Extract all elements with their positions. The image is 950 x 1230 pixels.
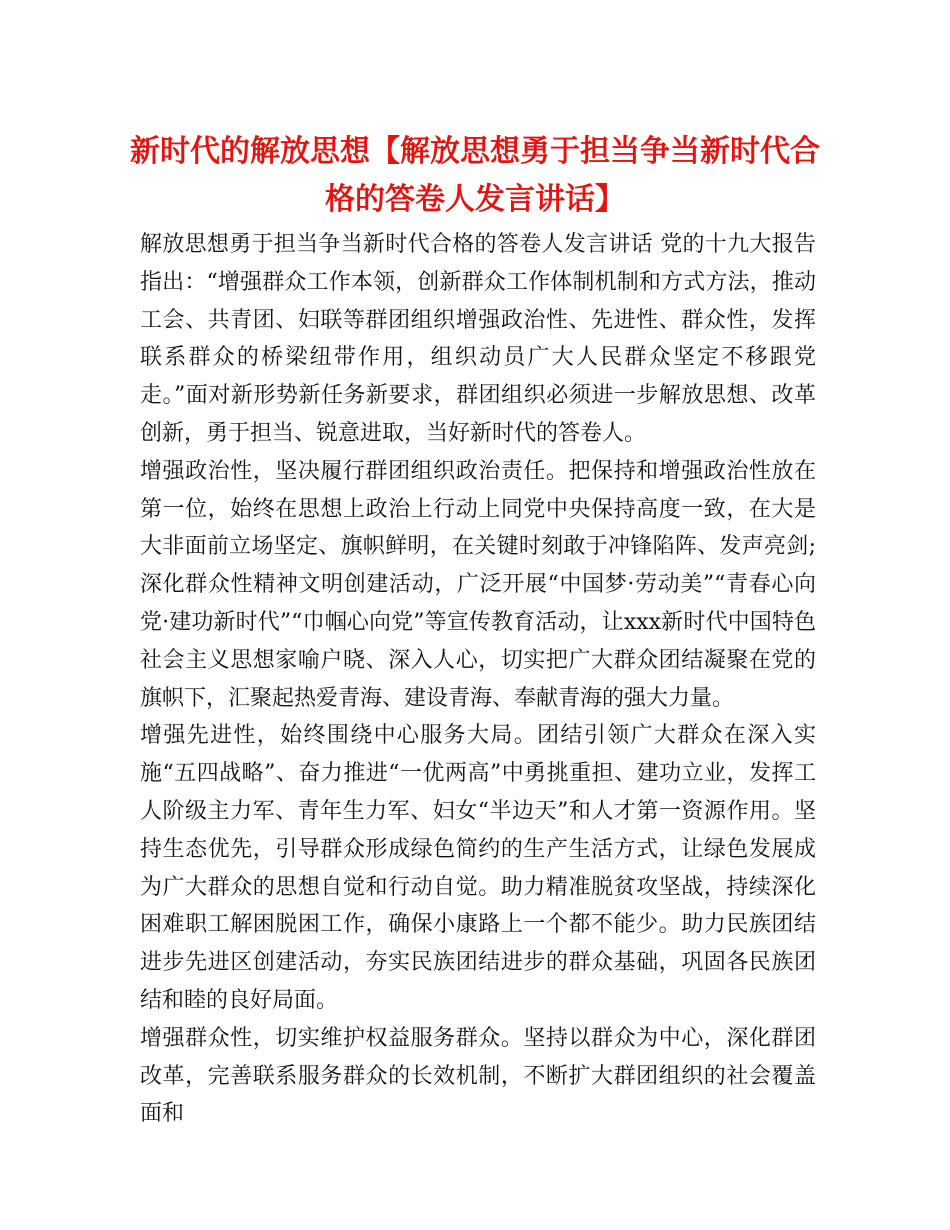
document-body <box>140 226 816 1216</box>
body-paragraph-mass: 增强群众性，切实维护权益服务群众。坚持以群众为中心，深化群团改革，完善联系服务群众的长效机制，不断扩大群团组织的社会覆盖面和 <box>140 1025 816 1127</box>
body-paragraph-political: 增强政治性，坚决履行群团组织政治责任。把保持和增强政治性放在第一位，始终在思想上政治上行动上同党中央保持高度一致，在大是大非面前立场坚定、旗帜鲜明，在关键时刻敢于冲锋陷阵、发声亮剑;深化群众性精神文明创建活动，广泛开展“中国梦·劳动美”“青春心向党·建功新时代”“巾帼心向党”等宣传教育活动，让xxx新时代中国特色社会主义思想家喻户晓、深入人心，切实把广大群众团结凝聚在党的旗帜下，汇聚起热爱青海、建设青海、奉献青海的强大力量。 <box>140 458 816 711</box>
body-paragraph-advanced: 增强先进性，始终围绕中心服务大局。团结引领广大群众在深入实施“五四战略”、奋力推进“一优两高”中勇挑重担、建功立业，发挥工人阶级主力军、青年生力军、妇女“半边天”和人才第一资源作用。坚持生态优先，引导群众形成绿色简约的生产生活方式，让绿色发展成为广大群众的思想自觉和行动自觉。助力精准脱贫攻坚战，持续深化困难职工解困脱困工作，确保小康路上一个都不能少。助力民族团结进步先进区创建活动，夯实民族团结进步的群众基础，巩固各民族团结和睦的良好局面。 <box>140 723 816 1013</box>
document-title: 新时代的解放思想【解放思想勇于担当争当新时代合格的答卷人发言讲话】 <box>130 134 820 217</box>
body-paragraph-intro: 解放思想勇于担当争当新时代合格的答卷人发言讲话 党的十九大报告指出：“增强群众工作本领，创新群众工作体制机制和方式方法，推动工会、共青团、妇联等群团组织增强政治性、先进性、群众性，发挥联系群众的桥梁纽带作用，组织动员广大人民群众坚定不移跟党走。”面对新形势新任务新要求，群团组织必须进一步解放思想、改革创新，勇于担当、锐意进取，当好新时代的答卷人。 <box>140 232 816 446</box>
